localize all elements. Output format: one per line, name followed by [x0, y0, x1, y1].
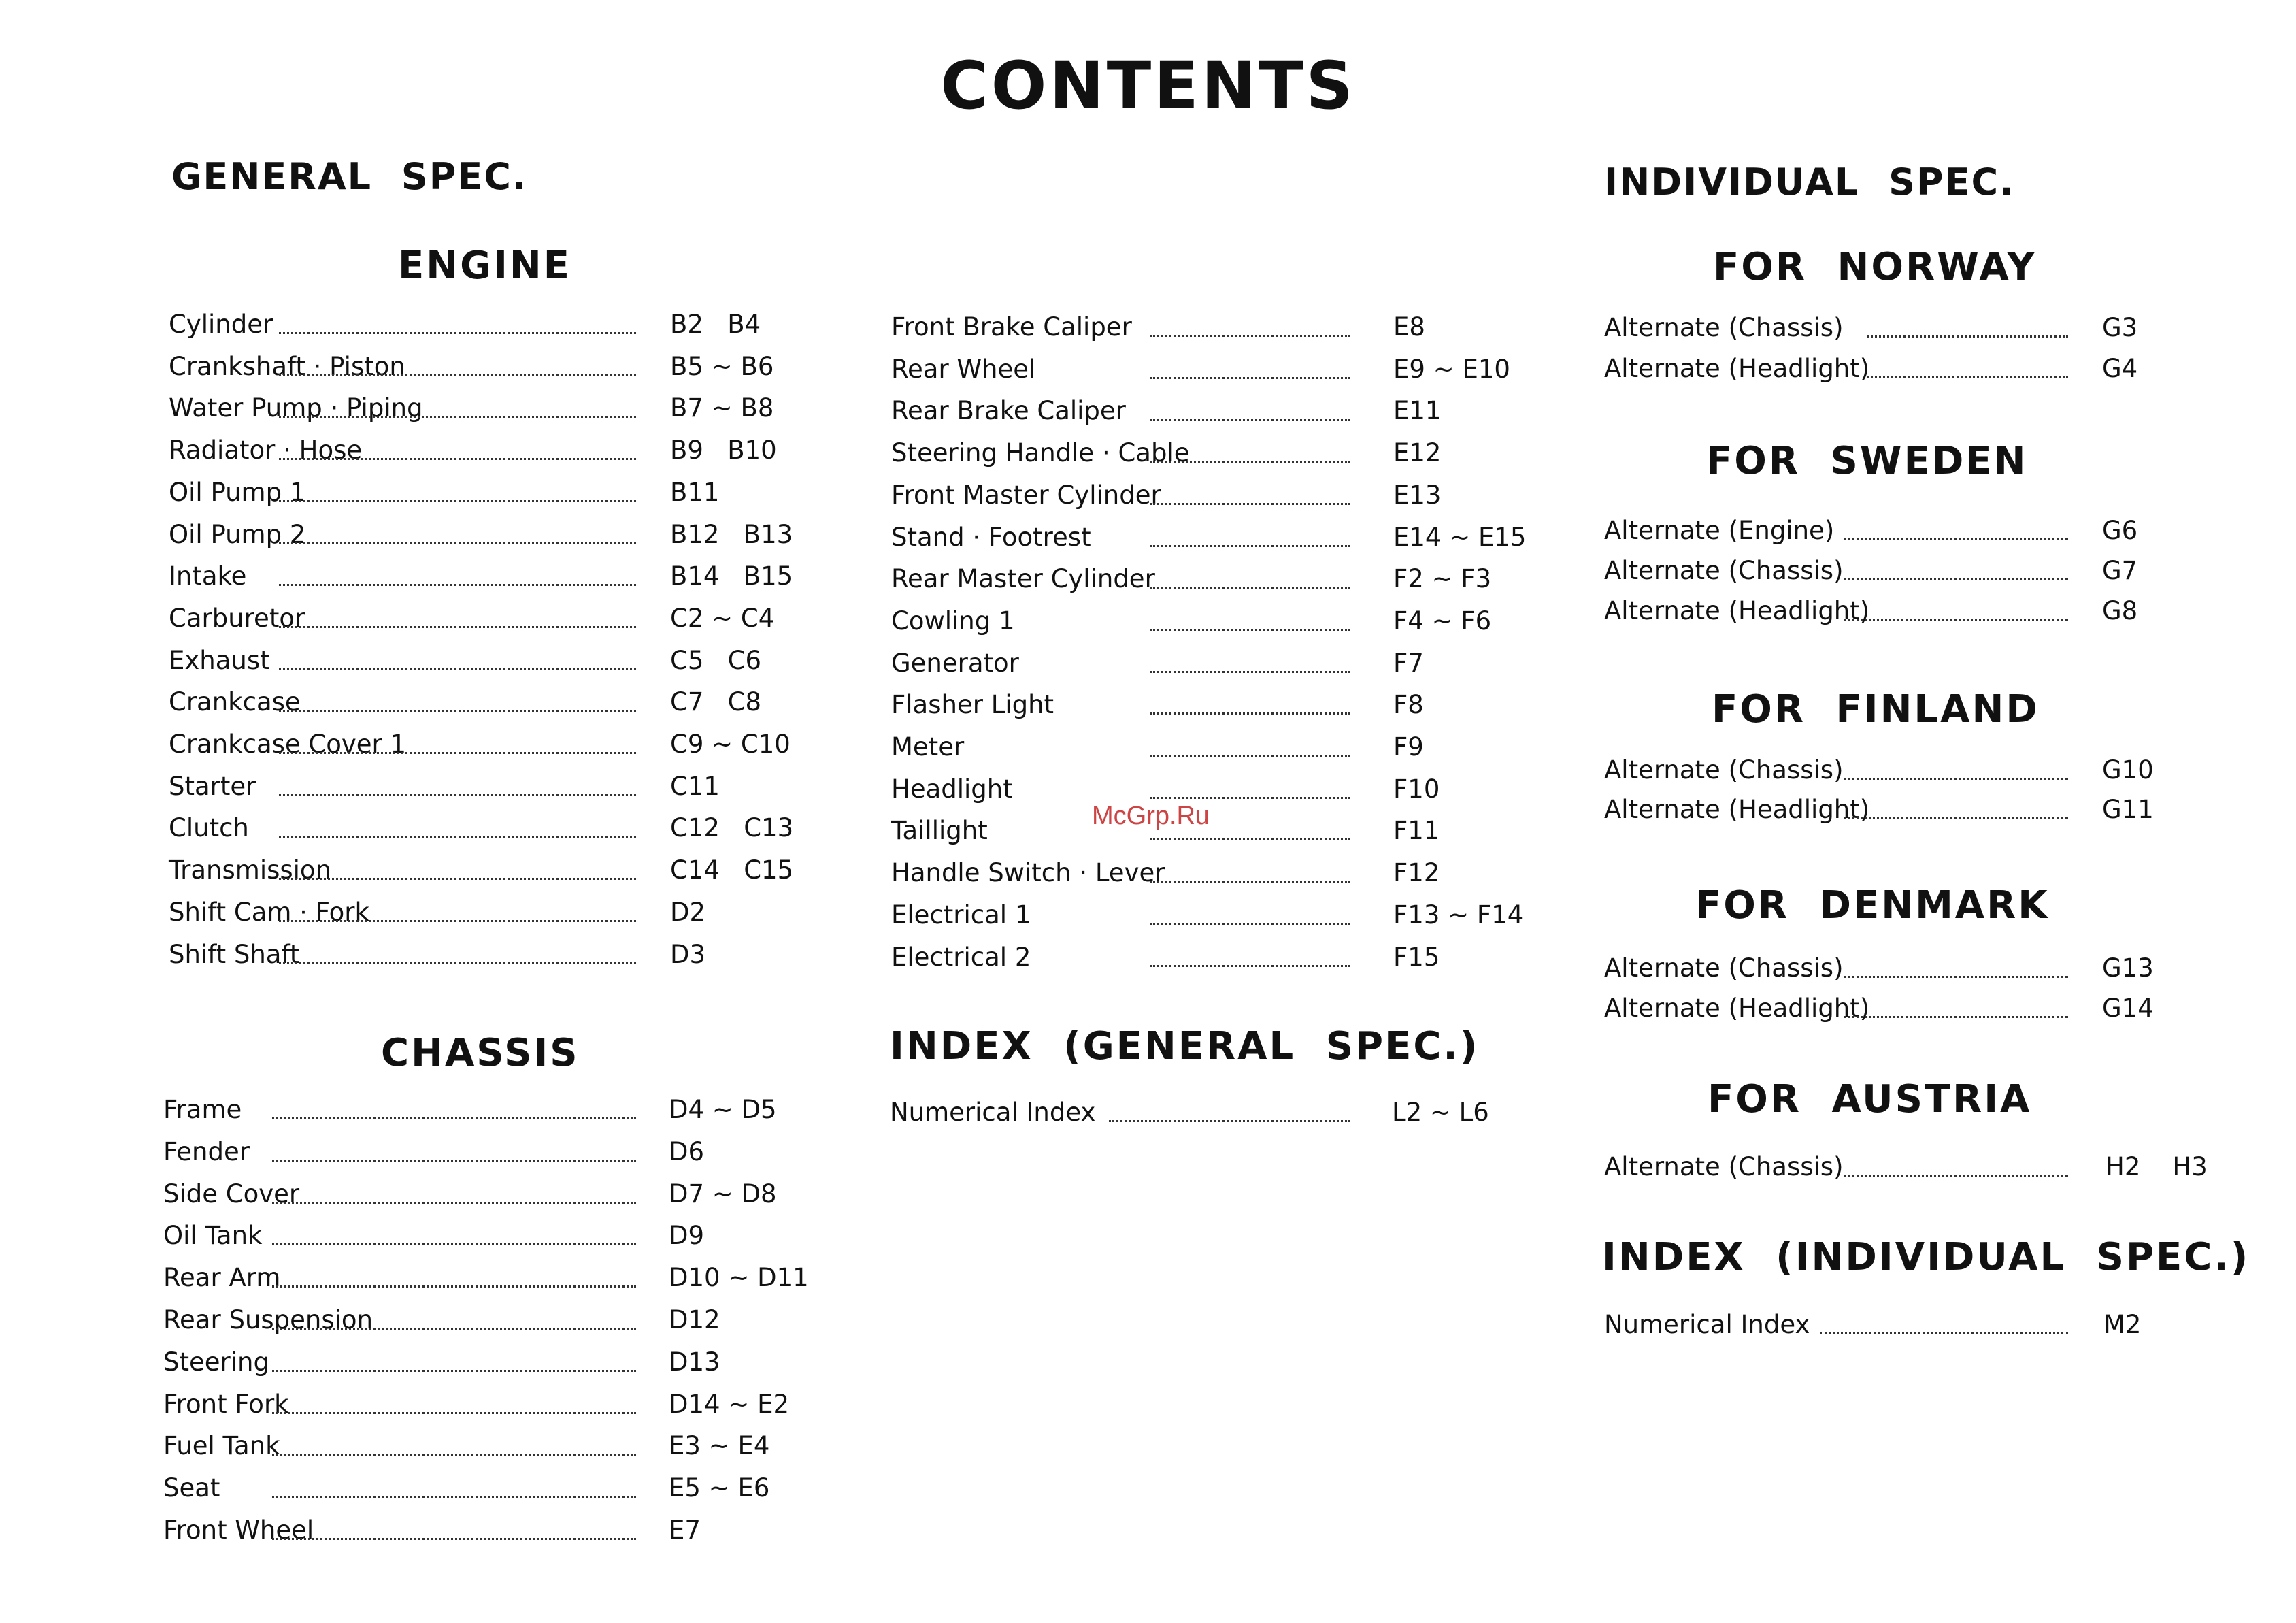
toc-entry — [169, 602, 847, 636]
toc-entry-label: Alternate (Chassis) — [1604, 313, 1844, 342]
toc-entry — [891, 478, 1570, 512]
dot-leader — [1150, 478, 1350, 505]
toc-entry-label: Front Wheel — [163, 1515, 314, 1545]
toc-entry — [163, 1135, 846, 1169]
toc-entry — [891, 856, 1570, 890]
toc-entry-pages: F12 — [1393, 858, 1440, 888]
toc-entry — [163, 1388, 846, 1422]
dot-leader — [1150, 604, 1350, 631]
toc-entry — [1604, 514, 2279, 548]
toc-entry-label: Shift Cam · Fork — [169, 897, 369, 927]
toc-entry-pages: C11 — [670, 771, 720, 801]
toc-entry — [169, 685, 847, 719]
toc-entry-label: Radiator · Hose — [169, 436, 363, 465]
toc-entry-label: Alternate (Chassis) — [1604, 556, 1844, 585]
toc-entry-pages: C7 C8 — [670, 687, 762, 717]
toc-entry — [169, 938, 847, 972]
dot-leader — [272, 1177, 636, 1204]
dot-leader — [1150, 688, 1350, 715]
toc-entry-label: Steering Handle · Cable — [891, 438, 1190, 468]
toc-entry-label: Alternate (Chassis) — [1604, 953, 1844, 983]
toc-entry — [891, 730, 1570, 764]
toc-entry-pages: D4 ~ D5 — [669, 1095, 777, 1124]
toc-entry-pages: F2 ~ F3 — [1393, 564, 1492, 594]
toc-entry — [169, 727, 847, 761]
dot-leader — [1150, 394, 1350, 421]
watermark: McGrp.Ru — [1092, 802, 1210, 830]
toc-entry-pages: D13 — [669, 1347, 720, 1377]
toc-entry-label: Front Brake Caliper — [891, 312, 1132, 342]
toc-entry-label: Starter — [169, 771, 256, 801]
toc-entry — [891, 814, 1570, 848]
toc-entry-pages: C14 C15 — [670, 855, 794, 885]
toc-entry-label: Transmission — [169, 855, 332, 885]
toc-entry — [169, 896, 847, 930]
chassis-heading: CHASSIS — [381, 1031, 580, 1075]
toc-entry-pages: F11 — [1393, 816, 1440, 846]
toc-entry-pages: F4 ~ F6 — [1393, 606, 1492, 636]
toc-entry — [1604, 594, 2279, 628]
dot-leader — [1150, 730, 1350, 757]
toc-entry-pages: L2 ~ L6 — [1392, 1098, 1489, 1127]
dot-leader — [1150, 353, 1350, 379]
toc-entry-pages: G8 — [2102, 596, 2138, 625]
toc-entry-label: Rear Suspension — [163, 1305, 373, 1334]
dot-leader — [272, 1388, 636, 1414]
dot-leader — [279, 308, 636, 334]
toc-entry-label: Alternate (Engine) — [1604, 516, 1835, 545]
toc-entry-pages: E11 — [1393, 396, 1442, 426]
toc-entry-pages: B2 B4 — [670, 310, 761, 339]
toc-entry-label: Carburetor — [169, 603, 305, 633]
dot-leader — [272, 1513, 636, 1540]
toc-entry-label: Steering — [163, 1347, 269, 1377]
toc-entry-pages: E12 — [1393, 438, 1442, 468]
toc-entry — [1604, 991, 2279, 1026]
toc-entry-label: Water Pump · Piping — [169, 393, 423, 423]
dot-leader — [279, 685, 636, 712]
dot-leader — [272, 1093, 636, 1119]
toc-entry-label: Rear Arm — [163, 1263, 281, 1293]
dot-leader — [279, 896, 636, 922]
toc-entry-label: Meter — [891, 732, 965, 761]
toc-entry-pages: E9 ~ E10 — [1393, 354, 1510, 384]
dot-leader — [1844, 594, 2068, 621]
toc-entry — [1604, 1308, 2280, 1342]
toc-entry-pages: G7 — [2102, 556, 2138, 585]
toc-entry-label: Alternate (Headlight) — [1604, 354, 1870, 383]
dot-leader — [1867, 352, 2068, 378]
toc-entry-pages: G10 — [2102, 755, 2154, 785]
toc-entry-pages: B11 — [670, 477, 720, 507]
dot-leader — [279, 433, 636, 460]
toc-entry-label: Stand · Footrest — [891, 522, 1091, 552]
toc-entry — [1604, 753, 2279, 787]
toc-entry-label: Crankcase Cover 1 — [169, 729, 407, 759]
dot-leader — [1150, 940, 1350, 967]
dot-leader — [272, 1303, 636, 1330]
toc-entry — [163, 1219, 846, 1253]
toc-entry-pages: D12 — [669, 1305, 720, 1334]
toc-entry-pages: D10 ~ D11 — [669, 1263, 809, 1293]
toc-entry-label: Handle Switch · Lever — [891, 858, 1165, 888]
dot-leader — [1150, 646, 1350, 673]
dot-leader — [279, 644, 636, 670]
dot-leader — [1844, 514, 2068, 540]
finland-heading: FOR FINLAND — [1712, 687, 2040, 732]
toc-entry — [891, 310, 1570, 344]
toc-entry-pages: F15 — [1393, 942, 1440, 972]
dot-leader — [279, 350, 636, 376]
toc-entry-label: Numerical Index — [890, 1098, 1096, 1127]
toc-entry-pages: C2 ~ C4 — [670, 603, 775, 633]
toc-entry-label: Seat — [163, 1473, 220, 1503]
toc-entry — [891, 772, 1570, 806]
toc-entry — [169, 770, 847, 804]
toc-entry-pages: D14 ~ E2 — [669, 1389, 790, 1419]
dot-leader — [279, 727, 636, 754]
dot-leader — [279, 518, 636, 544]
dot-leader — [279, 811, 636, 838]
toc-entry-pages: G11 — [2102, 795, 2154, 824]
page-title: CONTENTS — [940, 48, 1356, 124]
toc-entry-pages: E8 — [1393, 312, 1425, 342]
toc-entry — [169, 391, 847, 425]
denmark-heading: FOR DENMARK — [1695, 883, 2050, 928]
toc-entry — [163, 1345, 846, 1379]
toc-entry-label: Fuel Tank — [163, 1431, 280, 1461]
general-spec-heading: GENERAL SPEC. — [171, 155, 528, 198]
toc-entry — [891, 436, 1570, 470]
dot-leader — [279, 853, 636, 880]
toc-entry-label: Headlight — [891, 774, 1013, 804]
dot-leader — [1150, 521, 1350, 547]
toc-entry-label: Alternate (Headlight) — [1604, 994, 1870, 1023]
toc-entry-pages: F10 — [1393, 774, 1440, 804]
toc-entry-label: Alternate (Headlight) — [1604, 795, 1870, 824]
dot-leader — [272, 1261, 636, 1288]
engine-heading: ENGINE — [398, 244, 572, 288]
toc-entry-label: Oil Tank — [163, 1221, 263, 1251]
dot-leader — [1150, 436, 1350, 463]
toc-entry — [169, 853, 847, 887]
toc-entry-pages: B5 ~ B6 — [670, 351, 774, 381]
toc-entry-label: Clutch — [169, 813, 249, 843]
dot-leader — [1820, 1308, 2068, 1334]
toc-entry-pages: E13 — [1393, 480, 1442, 510]
toc-entry — [891, 646, 1570, 681]
toc-entry — [891, 940, 1570, 974]
toc-entry-label: Frame — [163, 1095, 242, 1124]
dot-leader — [272, 1135, 636, 1162]
toc-entry-pages: C12 C13 — [670, 813, 794, 843]
dot-leader — [1844, 991, 2068, 1018]
dot-leader — [1867, 311, 2068, 338]
toc-entry — [163, 1261, 846, 1295]
dot-leader — [279, 559, 636, 586]
toc-entry — [1604, 554, 2279, 588]
toc-entry-label: Intake — [169, 561, 247, 591]
toc-entry-pages: G13 — [2102, 953, 2154, 983]
toc-entry-label: Exhaust — [169, 645, 270, 675]
toc-entry — [891, 394, 1570, 428]
toc-entry-pages: D6 — [669, 1136, 705, 1166]
toc-entry-label: Shift Shaft — [169, 939, 300, 969]
toc-entry-label: Alternate (Headlight) — [1604, 596, 1870, 625]
index-general-heading: INDEX (GENERAL SPEC.) — [890, 1024, 1480, 1068]
dot-leader — [1844, 1150, 2068, 1177]
toc-entry-label: Rear Brake Caliper — [891, 396, 1126, 426]
toc-entry-pages: C9 ~ C10 — [670, 729, 791, 759]
toc-entry-pages: E3 ~ E4 — [669, 1431, 770, 1461]
toc-entry — [169, 308, 847, 342]
toc-entry-pages: B7 ~ B8 — [670, 393, 774, 423]
toc-entry-pages: G3 — [2102, 313, 2138, 342]
toc-entry — [163, 1471, 846, 1505]
toc-entry — [169, 433, 847, 468]
dot-leader — [1150, 310, 1350, 337]
dot-leader — [1844, 951, 2068, 978]
toc-entry — [169, 559, 847, 593]
dot-leader — [279, 476, 636, 502]
toc-entry-label: Side Cover — [163, 1179, 300, 1209]
toc-entry-label: Oil Pump 1 — [169, 477, 306, 507]
toc-entry-pages: D7 ~ D8 — [669, 1179, 777, 1209]
toc-entry — [169, 476, 847, 510]
dot-leader — [1150, 898, 1350, 925]
toc-entry-label: Front Fork — [163, 1389, 289, 1419]
toc-entry-label: Fender — [163, 1136, 250, 1166]
toc-entry-pages: G14 — [2102, 994, 2154, 1023]
toc-entry-label: Flasher Light — [891, 690, 1054, 720]
toc-entry — [1604, 951, 2279, 985]
toc-entry-label: Taillight — [891, 816, 988, 846]
toc-entry-pages: B12 B13 — [670, 519, 793, 549]
toc-entry — [1604, 352, 2279, 386]
toc-entry — [891, 353, 1570, 387]
austria-heading: FOR AUSTRIA — [1708, 1077, 2032, 1121]
dot-leader — [272, 1219, 636, 1245]
dot-leader — [1844, 753, 2068, 780]
toc-entry-pages: D9 — [669, 1221, 705, 1251]
individual-spec-heading: INDIVIDUAL SPEC. — [1604, 161, 2015, 203]
toc-entry — [890, 1096, 1569, 1130]
toc-entry-label: Front Master Cylinder — [891, 480, 1161, 510]
toc-entry-label: Cowling 1 — [891, 606, 1015, 636]
toc-entry — [891, 562, 1570, 596]
dot-leader — [272, 1429, 636, 1456]
toc-entry-pages: G6 — [2102, 516, 2138, 545]
index-individual-heading: INDEX (INDIVIDUAL SPEC.) — [1602, 1235, 2250, 1279]
toc-entry — [163, 1513, 846, 1547]
toc-entry-pages: D3 — [670, 939, 706, 969]
toc-entry — [169, 644, 847, 678]
toc-entry — [163, 1093, 846, 1127]
toc-entry-label: Rear Wheel — [891, 354, 1036, 384]
toc-entry-pages: F13 ~ F14 — [1393, 900, 1524, 930]
dot-leader — [272, 1471, 636, 1498]
toc-entry — [169, 350, 847, 384]
toc-entry-pages: M2 — [2103, 1310, 2142, 1339]
toc-entry — [163, 1177, 846, 1211]
dot-leader — [279, 391, 636, 418]
dot-leader — [279, 938, 636, 964]
toc-entry-pages: G4 — [2102, 354, 2138, 383]
toc-entry-pages: D2 — [670, 897, 706, 927]
sweden-heading: FOR SWEDEN — [1706, 439, 2028, 483]
dot-leader — [279, 602, 636, 628]
toc-entry-pages: F8 — [1393, 690, 1424, 720]
dot-leader — [1109, 1096, 1350, 1122]
toc-entry-pages: H2 H3 — [2106, 1152, 2208, 1181]
toc-entry-pages: B9 B10 — [670, 436, 777, 465]
toc-entry-pages: E14 ~ E15 — [1393, 522, 1527, 552]
dot-leader — [1150, 562, 1350, 589]
toc-entry — [891, 688, 1570, 722]
dot-leader — [1150, 856, 1350, 883]
toc-entry-label: Oil Pump 2 — [169, 519, 306, 549]
toc-entry-label: Crankcase — [169, 687, 301, 717]
toc-entry — [163, 1429, 846, 1463]
toc-entry-label: Alternate (Chassis) — [1604, 1152, 1844, 1181]
toc-entry-label: Electrical 1 — [891, 900, 1031, 930]
norway-heading: FOR NORWAY — [1713, 245, 2037, 289]
toc-entry-pages: F9 — [1393, 732, 1424, 761]
toc-entry-pages: B14 B15 — [670, 561, 793, 591]
toc-entry-label: Cylinder — [169, 310, 273, 339]
toc-entry-label: Generator — [891, 648, 1019, 678]
toc-entry-pages: E7 — [669, 1515, 701, 1545]
dot-leader — [279, 770, 636, 796]
toc-entry — [1604, 1150, 2282, 1184]
toc-entry-pages: E5 ~ E6 — [669, 1473, 770, 1503]
dot-leader — [1150, 772, 1350, 799]
dot-leader — [1844, 793, 2068, 819]
toc-entry-label: Numerical Index — [1604, 1310, 1810, 1339]
toc-entry — [1604, 311, 2279, 345]
toc-entry — [169, 518, 847, 552]
toc-entry — [891, 521, 1570, 555]
toc-entry-pages: F7 — [1393, 648, 1424, 678]
toc-entry — [1604, 793, 2279, 827]
toc-entry — [163, 1303, 846, 1337]
dot-leader — [272, 1345, 636, 1372]
dot-leader — [1844, 554, 2068, 580]
toc-entry — [169, 811, 847, 845]
toc-entry — [891, 898, 1570, 932]
toc-entry-pages: C5 C6 — [670, 645, 762, 675]
toc-entry-label: Crankshaft · Piston — [169, 351, 405, 381]
toc-entry-label: Alternate (Chassis) — [1604, 755, 1844, 785]
toc-entry-label: Rear Master Cylinder — [891, 564, 1155, 594]
toc-entry — [891, 604, 1570, 638]
toc-entry-label: Electrical 2 — [891, 942, 1031, 972]
